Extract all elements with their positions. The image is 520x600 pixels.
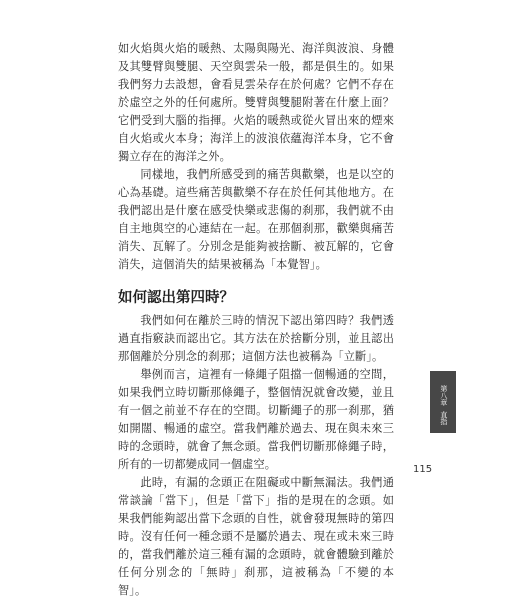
body-paragraph: 此時，有漏的念頭正在阻礙或中斷無漏法。我們通常談論「當下」，但是「當下」指的是現在的念頭。如果我們能夠認出當下念頭的自性，就會發現無時的第四時。沒有任何一種念頭不是屬於過去、現在或未來三時的，當我們離於這三種有漏的念頭時，就會體驗到離於任何分別念的「無時」刹那，這被稱為「不變的本智」。 <box>118 476 394 597</box>
body-paragraph: 如火焰與火焰的暖熱、太陽與陽光、海洋與波浪、身體及其雙臂與雙腿、天空與雲朵一般，都是俱生的。如果我們努力去設想，會看見雲朵存在於何處？它們不存在於虛空之外的任何處所。雙臂與雙腿附著在什麼上面？它們受到大腦的指揮。火焰的暖熱或從火冒出來的煙來自火焰或火本身；海洋上的波浪依蘊海洋本身，它不會獨立存在的海洋之外。 <box>118 42 394 163</box>
chapter-side-tab <box>430 371 456 433</box>
page-number: 115 <box>413 464 433 475</box>
chapter-number: 第八章 <box>439 385 448 406</box>
chapter-title: 直指 <box>439 411 448 425</box>
body-paragraph: 同樣地，我們所感受到的痛苦與歡樂，也是以空的心為基礎。這些痛苦與歡樂不存在於任何其他地方。在我們認出是什麼在感受快樂或悲傷的刹那，我們就不由自主地與空的心連結在一起。在那個刹那，歡樂與痛苦消失、瓦解了。分別念是能夠被捨斷、被瓦解的，它會消失，這個消失的結果被稱為「本覺智」。 <box>118 168 394 271</box>
page-body <box>118 40 394 600</box>
section-heading: 如何認出第四時？ <box>118 290 234 306</box>
body-paragraph: 我們如何在離於三時的情況下認出第四時？我們透過直指竅訣而認出它。其方法在於捨斷分別，並且認出那個離於分別念的刹那；這個方法也被稱為「立斷」。 <box>118 314 394 363</box>
body-paragraph: 舉例而言，這裡有一條繩子阻擋一個暢通的空間，如果我們立時切斷那條繩子，整個情況就會改變，並且有一個之前並不存在的空間。切斷繩子的那一刹那，猶如開闊、暢通的虛空。當我們離於過去、現在與未來三時的念頭時，就會了無念頭。當我們切斷那條繩子時，所有的一切都變成同一個虛空。 <box>118 368 394 471</box>
